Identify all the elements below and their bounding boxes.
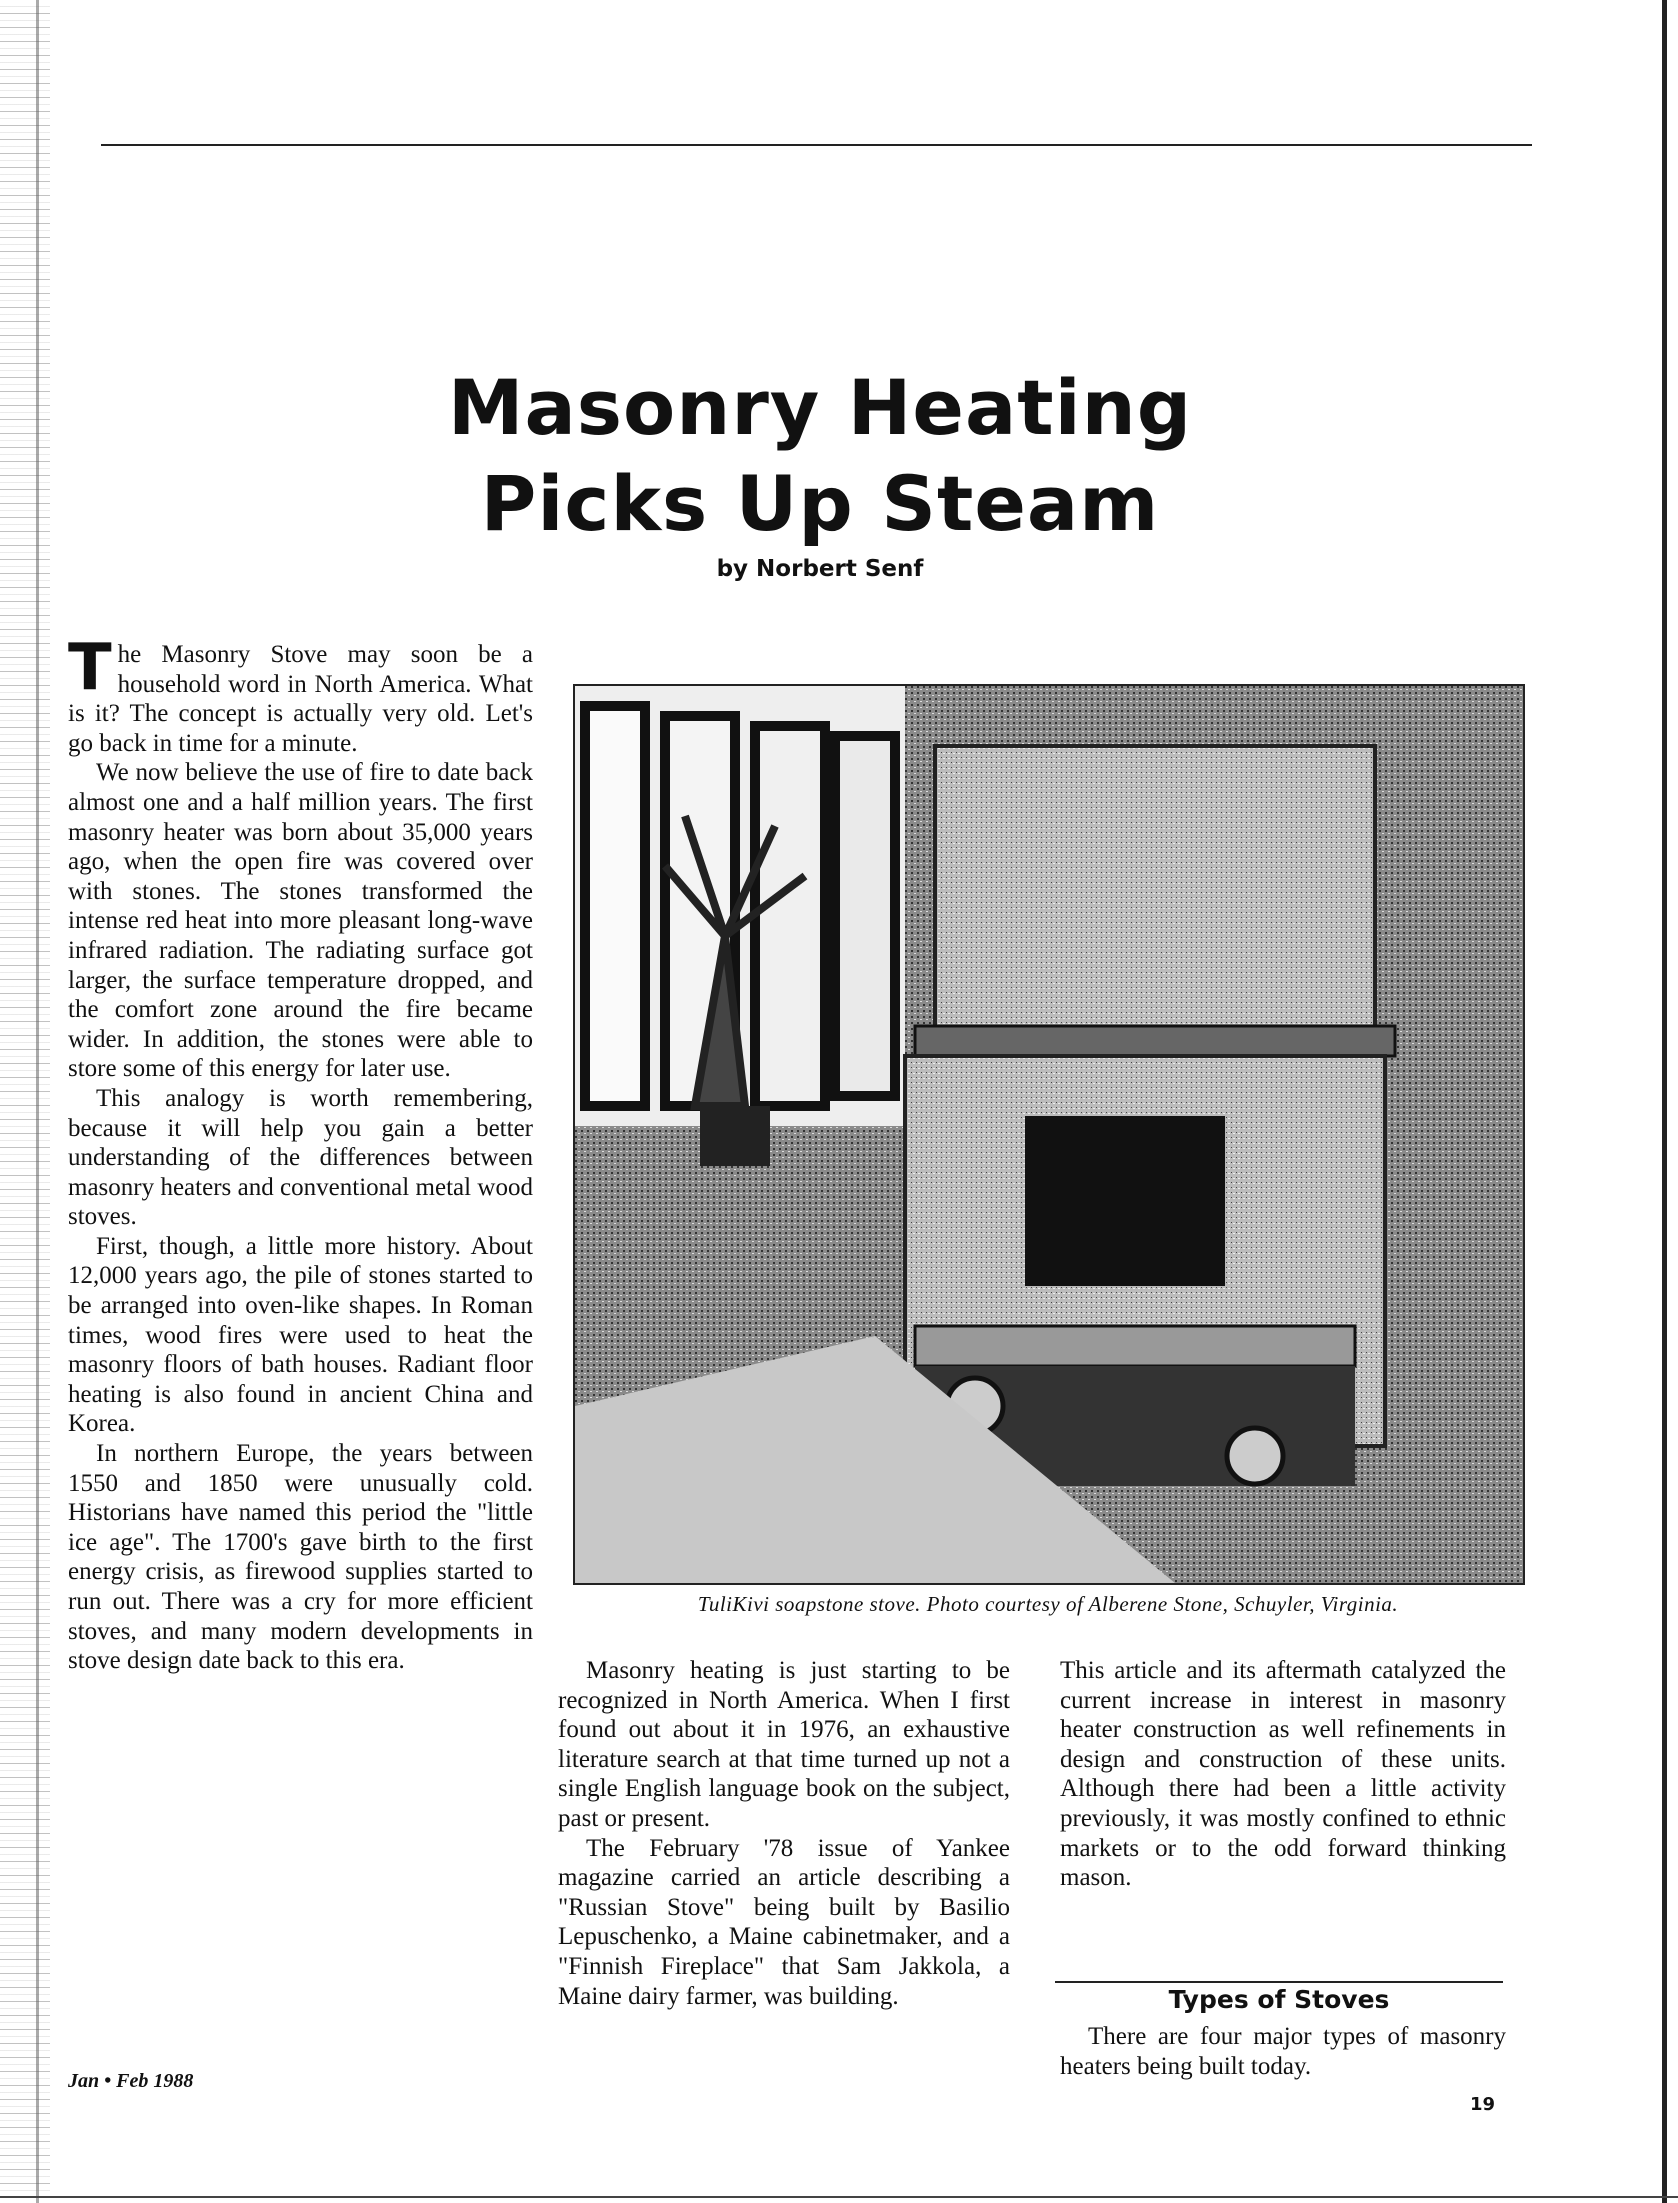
issue-date: Jan • Feb 1988 — [68, 2070, 194, 2092]
page-number: 19 — [1470, 2094, 1496, 2115]
header-rule — [101, 144, 1532, 146]
paragraph: Masonry heating is just starting to be recognized in North America. When I first found out about it in 1976, an exhaustive literature search at that time turned up not a single English language book on the subject, past or present. — [558, 1657, 1010, 1832]
paragraph: There are four major types of masonry heaters being built today. — [1060, 2023, 1506, 2080]
stove — [905, 746, 1395, 1486]
paragraph-text: he Masonry Stove may soon be a household word in North America. What is it? The concept is actually very old. Let's go back in time for a minute. — [68, 641, 533, 757]
drop-cap: T — [68, 631, 112, 705]
window — [575, 686, 905, 1166]
paragraph — [68, 631, 533, 758]
paragraph: The February '78 issue of Yankee magazine carried an article describing a "Russian Stove" being built by Basilio Lepuschenko, a Maine cabinetmaker, and a "Finnish Fireplace" that Sam Jakkola, a Maine dairy farmer, was building. — [558, 1834, 1010, 2010]
column-2 — [558, 1656, 1010, 2011]
article-title-line2: Picks Up Steam — [480, 459, 1160, 548]
stove-photo-illustration — [575, 686, 1523, 1583]
scan-edge-noise — [0, 0, 50, 2203]
paragraph: We now believe the use of fire to date back almost one and a half million years. The first masonry heater was born about 35,000 years ago, when the open fire was covered over with stones. The stones transformed the intense red heat into more pleasant long-wave infrared radiation. The radiating surface got larger, the surface temperature dropped, and the comfort zone around the fire became wider. In addition, the stones were able to store some of this energy for later use. — [68, 759, 533, 1083]
column-1 — [68, 631, 533, 1676]
section-body — [1060, 2022, 1506, 2081]
section-heading: Types of Stoves — [1168, 1985, 1390, 2014]
paragraph: This article and its aftermath catalyzed the current increase in interest in masonry heater construction as well refinements in design and construction of these units. Although there had been a little activity previously, it was mostly confined to ethnic markets or to the odd forward thinking mason. — [1060, 1657, 1506, 1892]
scan-edge-line — [36, 0, 39, 2203]
byline: by Norbert Senf — [716, 556, 924, 582]
column-3 — [1060, 1656, 1506, 1893]
photo-caption: TuliKivi soapstone stove. Photo courtesy of Alberene Stone, Schuyler, Virginia. — [697, 1592, 1399, 1616]
paragraph: In northern Europe, the years between 1550 and 1850 were unusually cold. Historians have named this period the "little ice age". The 1700's gave birth to the first energy crisis, as firewood supplies started to run out. There was a cry for more efficient stoves, and many modern developments in stove design date back to this era. — [68, 1440, 533, 1675]
paragraph: This analogy is worth remembering, because it will help you gain a better understanding of the differences between masonry heaters and conventional metal wood stoves. — [68, 1084, 533, 1231]
stove-photo — [573, 684, 1525, 1585]
page-border-right — [1662, 0, 1667, 2203]
page-border-bottom — [0, 2196, 1678, 2198]
article-title-line1: Masonry Heating — [447, 363, 1193, 452]
paragraph: First, though, a little more history. About 12,000 years ago, the pile of stones started to be arranged into oven-like shapes. In Roman times, wood fires were used to heat the masonry floors of bath houses. Radiant floor heating is also found in ancient China and Korea. — [68, 1232, 533, 1438]
